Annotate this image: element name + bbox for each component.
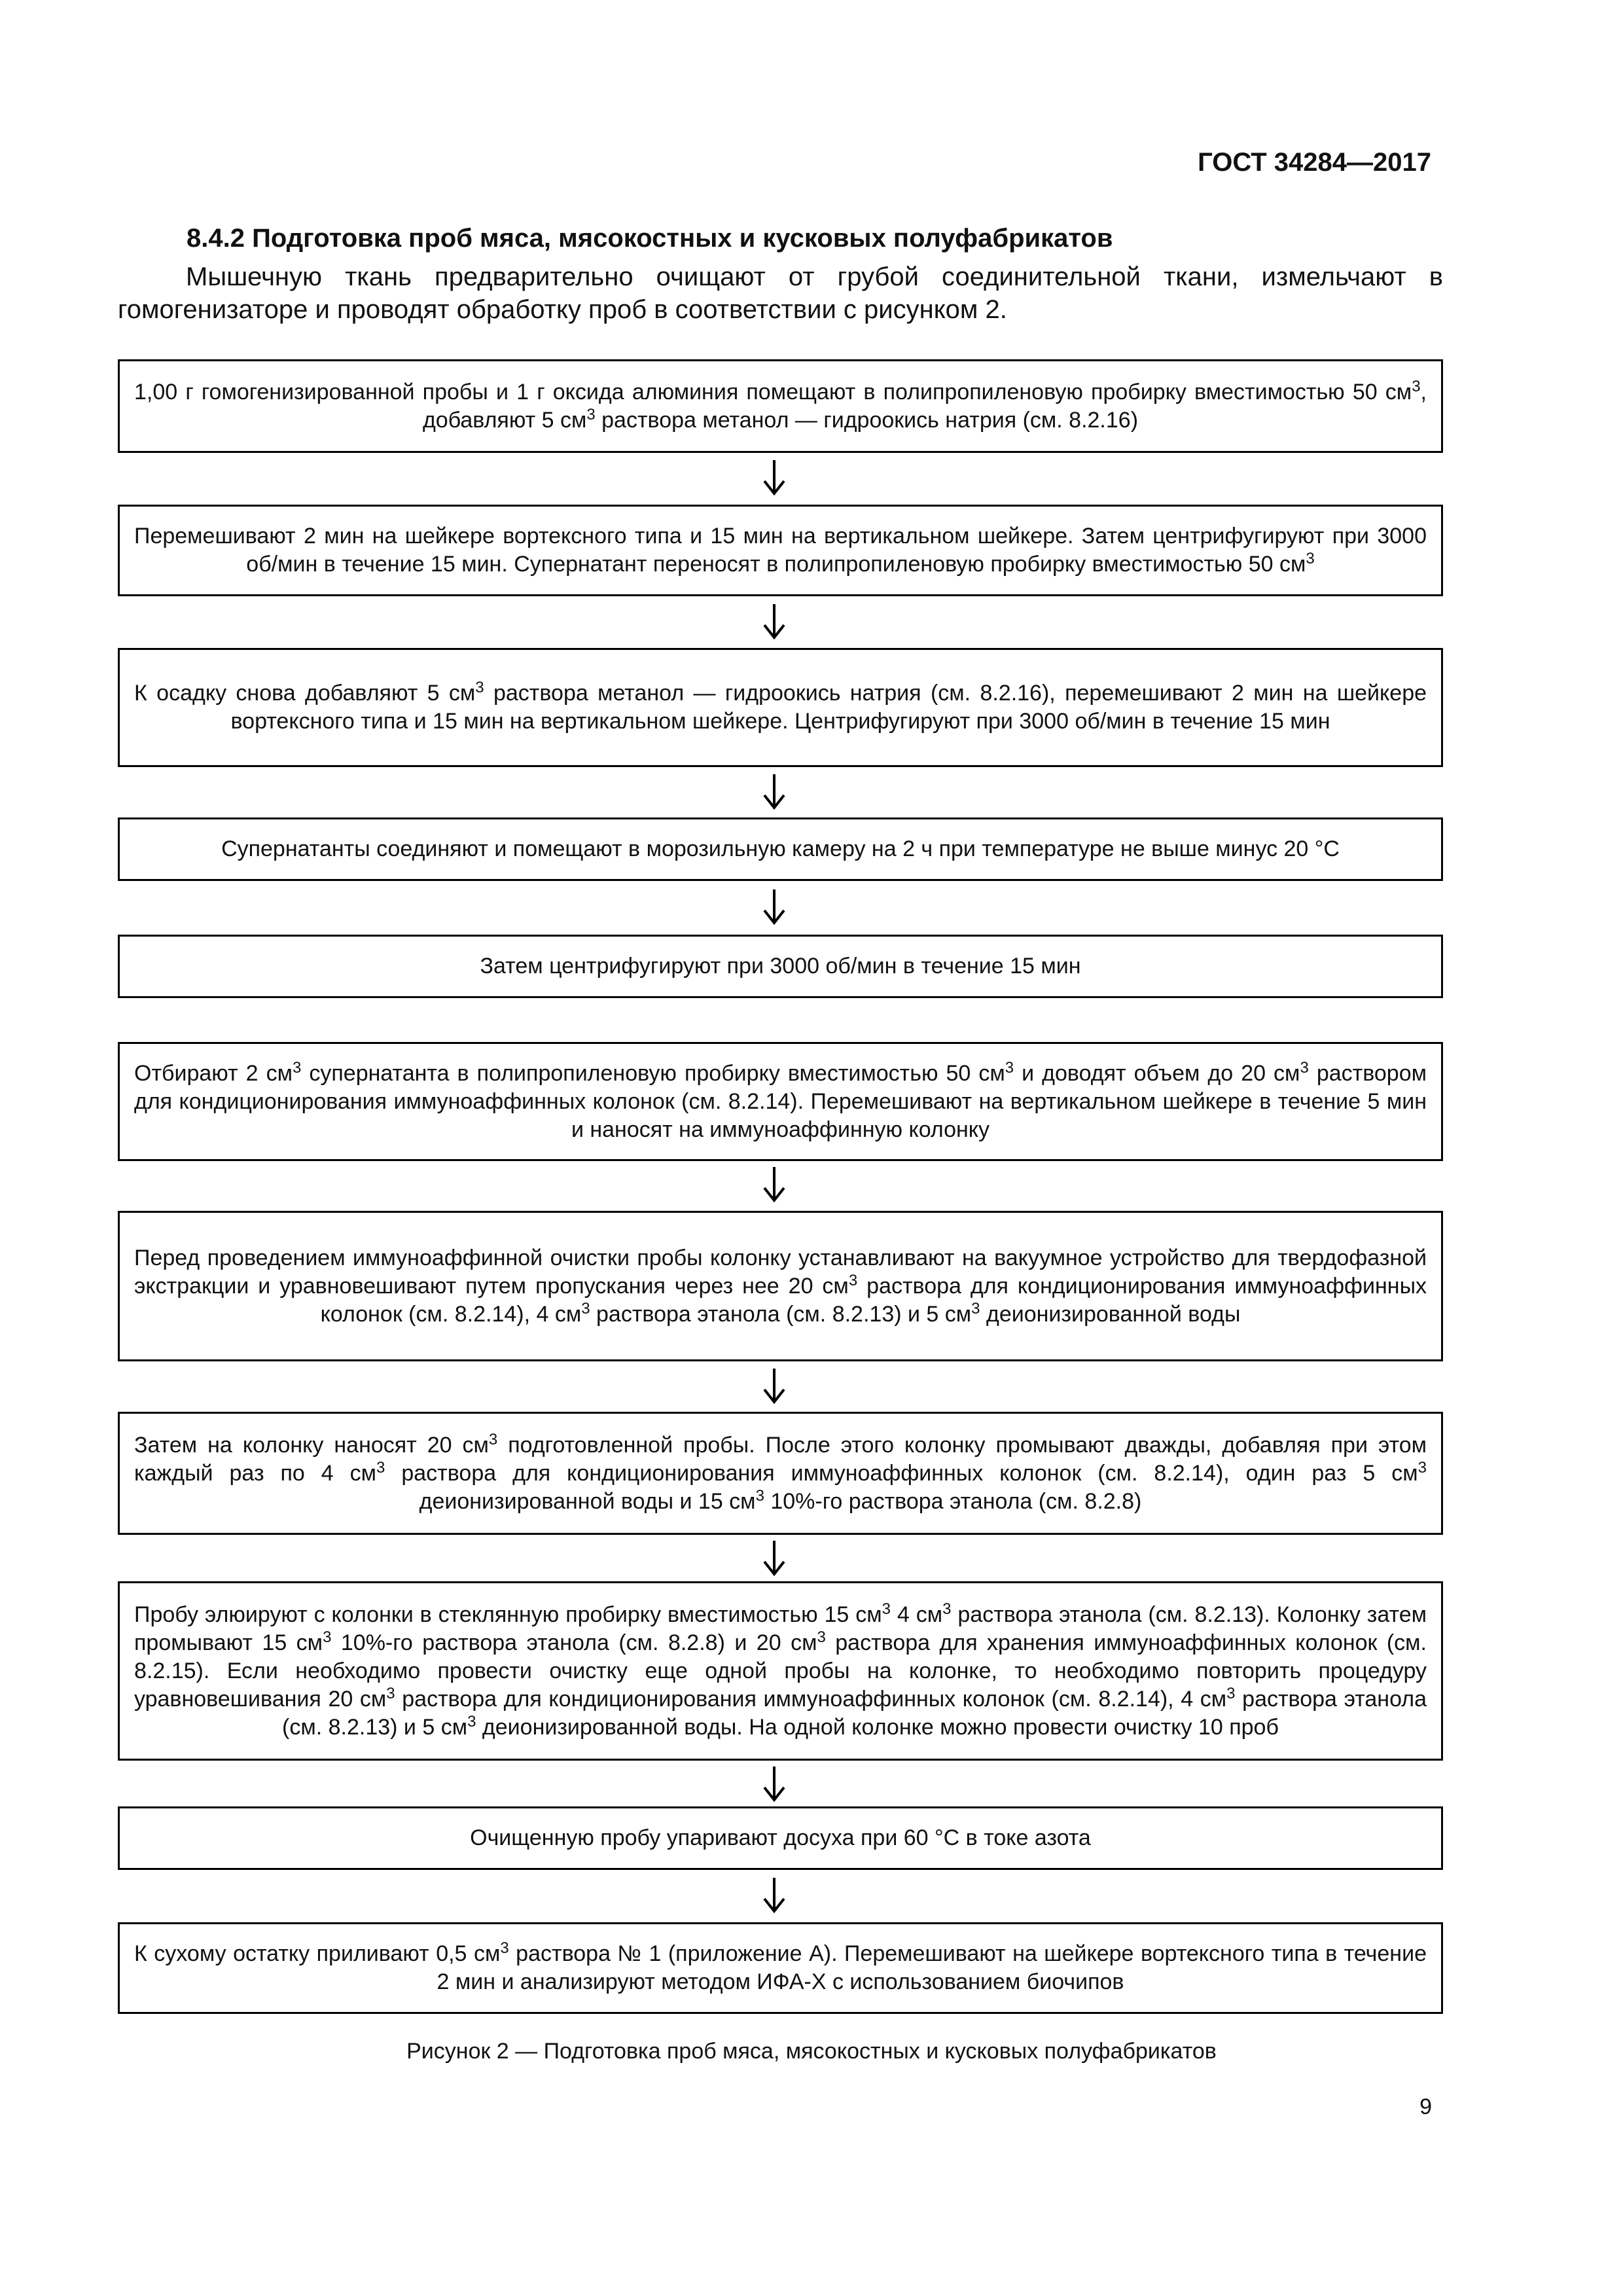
superscript-cube: 3: [323, 1628, 332, 1646]
flow-arrow-down-icon: [762, 1367, 786, 1404]
flow-arrow-down-icon: [762, 1765, 786, 1802]
section-title: 8.4.2 Подготовка проб мяса, мясокостных и кусковых полуфабрикатов: [187, 224, 1113, 253]
page-number: 9: [1419, 2094, 1432, 2119]
flow-arrow-down-icon: [762, 1166, 786, 1202]
superscript-cube: 3: [1005, 1058, 1014, 1077]
superscript-cube: 3: [817, 1628, 826, 1646]
superscript-cube: 3: [1418, 1458, 1427, 1477]
flow-step-1-text: 1,00 г гомогенизированной пробы и 1 г оксида алюминия помещают в полипропиленовую пробирку вместимостью 50 $см^3$, добавляют 5 $см^3$ раствора метанол — гидроокись натрия (см. 8.2.16): [134, 377, 1427, 433]
flow-step-1: [118, 359, 1443, 453]
flow-arrow-down-icon: [762, 773, 786, 810]
flow-step-3: [118, 648, 1443, 767]
standard-header: ГОСТ 34284—2017: [1198, 148, 1431, 177]
superscript-cube: 3: [1226, 1684, 1236, 1702]
flow-step-9: [118, 1581, 1443, 1761]
flow-step-7-text: Перед проведением иммуноаффинной очистки пробы колонку устанавливают на вакуумное устройство для твердофазной экстракции и уравновешивают путем пропускания через нее 20 $см^3$ раствора для кондиционирования иммуноаффинных колонок (см. 8.2.14), 4 $см^3$ раствора этанола (см. 8.2.13) и 5 $см^3$ деионизированной воды: [134, 1245, 1427, 1327]
superscript-cube: 3: [942, 1600, 952, 1618]
superscript-cube: 3: [581, 1299, 590, 1318]
flow-step-7: [118, 1211, 1443, 1361]
superscript-cube: 3: [500, 1939, 509, 1957]
superscript-cube: 3: [1306, 550, 1315, 567]
flow-step-5: [118, 935, 1443, 998]
flow-step-6-text: Отбирают 2 $см^3$ супернатанта в полипропиленовую пробирку вместимостью 50 $см^3$ и доводят объем до 20 $см^3$ раствором для кондиционирования иммуноаффинных колонок (см. 8.2.14). Перемешивают на вертикальном шейкере в течение 5 мин и наносят на иммуноаффинную колонку: [134, 1058, 1427, 1142]
flow-arrow-down-icon: [762, 888, 786, 925]
flow-arrow-down-icon: [762, 459, 786, 495]
superscript-cube: 3: [376, 1458, 385, 1477]
superscript-cube: 3: [586, 405, 596, 423]
flow-step-11: [118, 1922, 1443, 2014]
flow-step-2: [118, 505, 1443, 596]
flow-step-2-text: Перемешивают 2 мин на шейкере вортексного типа и 15 мин на вертикальном шейкере. Затем центрифугируют при 3000 об/мин в течение 15 мин. Супернатант переносят в полипропиленовую пробирку вместимостью 50 $см^3$: [134, 524, 1427, 577]
superscript-cube: 3: [971, 1299, 980, 1318]
superscript-cube: 3: [755, 1486, 764, 1505]
superscript-cube: 3: [848, 1271, 858, 1289]
superscript-cube: 3: [488, 1430, 498, 1448]
superscript-cube: 3: [1412, 377, 1421, 395]
flow-step-11-text: К сухому остатку приливают 0,5 $см^3$ раствора № 1 (приложение А). Перемешивают на шейкере вортексного типа в течение 2 мин и анализируют методом ИФА-Х с использованием биочипов: [134, 1939, 1427, 1994]
superscript-cube: 3: [1300, 1058, 1309, 1077]
flow-step-10-text: Очищенную пробу упаривают досуха при 60 °С в токе азота: [470, 1825, 1091, 1850]
superscript-cube: 3: [467, 1712, 476, 1731]
flow-step-5-text: Затем центрифугируют при 3000 об/мин в течение 15 мин: [480, 954, 1081, 978]
flow-step-8: [118, 1412, 1443, 1535]
flow-step-9-text: Пробу элюируют с колонки в стеклянную пробирку вместимостью 15 $см^3$ 4 $см^3$ раствора этанола (см. 8.2.13). Колонку затем промывают 15 $см^3$ 10%-го раствора этанола (см. 8.2.8) и 20 $см^3$ раствора для хранения иммуноаффинных колонок (см. 8.2.15). Если необходимо провести очистку еще одной пробы на колонке, то необходимо повторить процедуру уравновешивания 20 $см^3$ раствора для кондиционирования иммуноаффинных колонок (см. 8.2.14), 4 $см^3$ раствора этанола (см. 8.2.13) и 5 $см^3$ деионизированной воды. На одной колонке можно провести очистку 10 проб: [134, 1600, 1427, 1740]
section-intro: Мышечную ткань предварительно очищают от грубой соединительной ткани, измельчают в гомогенизаторе и проводят обработку проб в соответствии с рисунком 2.: [118, 262, 1443, 324]
superscript-cube: 3: [475, 679, 484, 696]
superscript-cube: 3: [882, 1600, 891, 1618]
figure-caption: Рисунок 2 — Подготовка проб мяса, мясокостных и кусковых полуфабрикатов: [406, 2039, 1217, 2064]
flow-step-4-text: Супернатанты соединяют и помещают в морозильную камеру на 2 ч при температуре не выше минус 20 °С: [221, 836, 1340, 861]
flow-step-8-text: Затем на колонку наносят 20 $см^3$ подготовленной пробы. После этого колонку промывают дважды, добавляя при этом каждый раз по 4 $см^3$ раствора для кондиционирования иммуноаффинных колонок (см. 8.2.14), один раз 5 $см^3$ деионизированной воды и 15 $см^3$ 10%-го раствора этанола (см. 8.2.8): [134, 1430, 1427, 1514]
flow-arrow-down-icon: [762, 603, 786, 639]
flow-step-10: [118, 1806, 1443, 1870]
superscript-cube: 3: [386, 1684, 395, 1702]
flow-arrow-down-icon: [762, 1876, 786, 1913]
flow-step-4: [118, 817, 1443, 881]
flow-arrow-down-icon: [762, 1539, 786, 1576]
flow-step-6: [118, 1042, 1443, 1161]
superscript-cube: 3: [292, 1058, 302, 1077]
flow-step-3-text: К осадку снова добавляют 5 $см^3$ раствора метанол — гидроокись натрия (см. 8.2.16), перемешивают 2 мин на шейкере вортексного типа и 15 мин на вертикальном шейкере. Центрифугируют при 3000 об/мин в течение 15 мин: [134, 679, 1427, 734]
